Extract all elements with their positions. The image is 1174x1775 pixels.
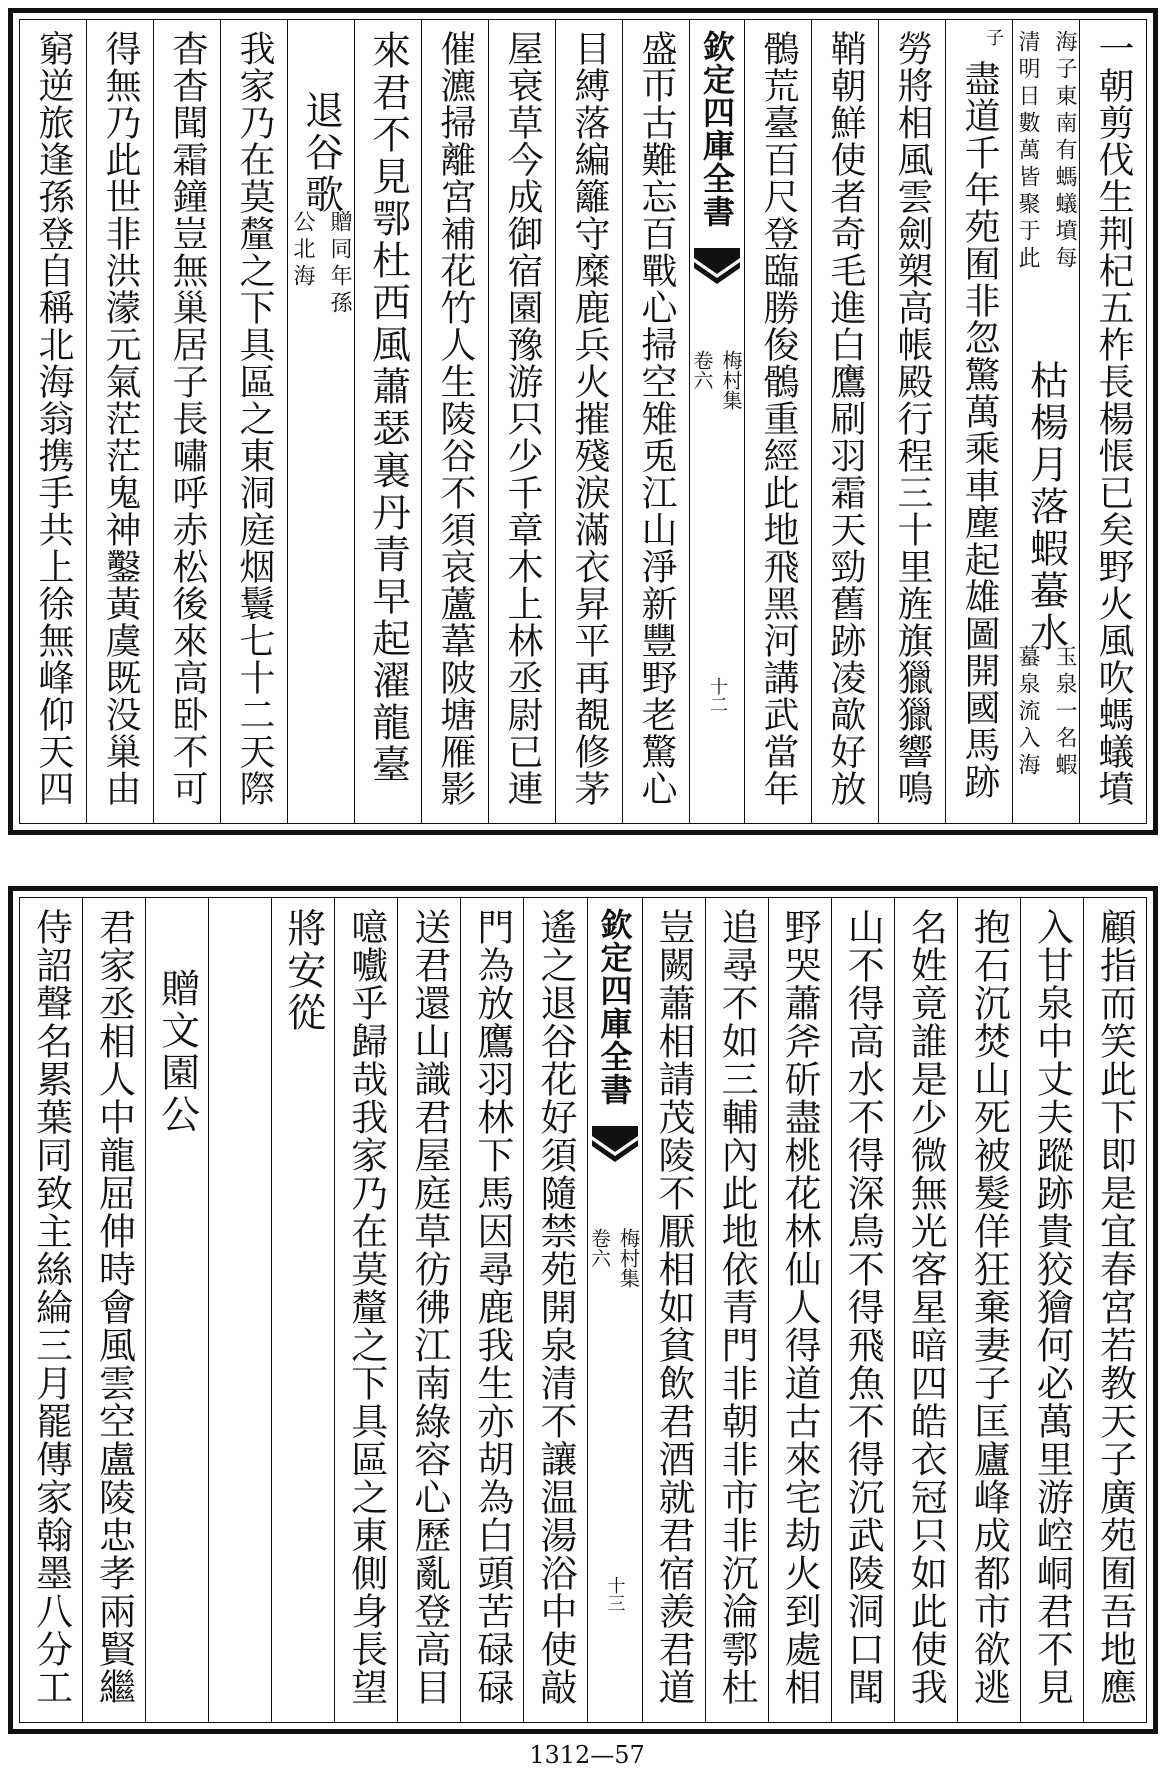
text-column <box>86 20 153 823</box>
spine-volume: 卷六 <box>690 350 714 390</box>
poem-title: 贈文園公 <box>154 968 200 1136</box>
spine-volume: 卷六 <box>587 1228 612 1268</box>
column-text: 野哭蕭斧斫盡桃花林仙人得道古來宅劫火到處相 <box>778 908 822 1706</box>
poem-title-column <box>145 898 208 1722</box>
text-column <box>1083 898 1146 1722</box>
book-spine <box>689 20 744 823</box>
column-text: 送君還山識君屋庭草彷彿江南綠容心歷亂登高目 <box>407 908 451 1706</box>
column-text: 枯楊月落蝦蟇水 <box>1023 360 1069 654</box>
spine-book-title: 梅村集 <box>616 1228 641 1288</box>
column-text: 杳杳聞霜鐘豈無巢居子長嘯呼赤松後來高卧不可 <box>167 30 208 807</box>
column-text: 噫嚱乎歸哉我家乃在莫釐之下具區之東側身長望 <box>344 908 388 1706</box>
text-column <box>153 20 220 823</box>
text-column <box>811 20 878 823</box>
column-text: 豈闕蕭相請茂陵不厭相如貧飲君酒就君宿羨君道 <box>652 908 696 1706</box>
column-text: 追尋不如三輔內此地依青門非朝非市非沉淪鄠杜 <box>715 908 759 1706</box>
annotation-note <box>1012 645 1079 780</box>
text-column <box>421 20 488 823</box>
note-line: 公北海 <box>290 210 315 291</box>
text-column <box>768 898 831 1722</box>
text-column <box>354 20 421 823</box>
text-column <box>1079 20 1146 823</box>
empty-column <box>208 898 271 1722</box>
column-text: 催瀌掃離宮補花竹人生陵谷不須哀蘆葦陂塘雁影 <box>435 30 476 807</box>
spine-book-title: 梅村集 <box>719 350 743 410</box>
column-text: 山不得高水不得深鳥不得飛魚不得沉武陵洞口聞 <box>841 908 885 1706</box>
bottom-page-grid <box>19 897 1147 1723</box>
column-text: 來君不見鄂杜西風蕭瑟裏丹青早起濯龍臺 <box>365 30 411 786</box>
column-text: 得無乃此世非洪濛元氣茫茫鬼神鑿黃虞既没巢由 <box>100 30 141 807</box>
column-text: 遙之退谷花好須隨禁苑開泉清不讓温湯浴中使敲 <box>533 908 577 1706</box>
column-text: 門為放鷹羽林下馬因尋鹿我生亦胡為白頭苦碌碌 <box>470 908 514 1706</box>
note-line: 清明日數萬皆聚于此 <box>1015 30 1040 273</box>
note-prefix: 子 <box>983 28 1004 46</box>
note-line: 海子東南有螞蟻墳每 <box>1052 30 1077 273</box>
text-column <box>220 20 287 823</box>
poem-title-column <box>287 20 354 823</box>
text-column <box>20 20 86 823</box>
text-column <box>523 898 586 1722</box>
spine-page-number: 十二 <box>707 677 728 713</box>
column-text: 鶻荒臺百尺登臨勝俊鶻重經此地飛黑河講武當年 <box>758 30 799 807</box>
text-column <box>20 898 82 1722</box>
fish-tail-icon <box>694 248 740 284</box>
text-column <box>460 898 523 1722</box>
fish-tail-icon <box>592 1126 638 1162</box>
text-column <box>957 898 1020 1722</box>
text-column <box>894 898 957 1722</box>
spine-header: 欽定四庫全書 <box>595 908 634 1106</box>
page-footer-label: 1312—57 <box>529 1741 645 1769</box>
text-column <box>397 898 460 1722</box>
column-text: 盡道千年苑囿非忽驚萬乘車塵起雄圖開國馬跡 <box>959 60 1000 800</box>
column-text: 一朝剪伐生荆杞五柞長楊悵已矣野火風吹螞蟻墳 <box>1093 30 1134 807</box>
column-text: 君家丞相人中龍屈伸時會風雲空盧陵忠孝兩賢繼 <box>92 908 136 1706</box>
text-column <box>622 20 689 823</box>
spine-header: 欽定四庫全書 <box>698 30 736 228</box>
note-line: 玉泉一名蝦 <box>1052 645 1077 780</box>
column-text: 名姓竟誰是少微無光客星暗四皓衣冠只如此使我 <box>904 908 948 1706</box>
column-text: 侍詔聲名累葉同致主絲綸三月罷傳家翰墨八分工 <box>29 908 73 1706</box>
column-text: 抱石沉焚山死被髮佯狂棄妻子匡廬峰成都市欲逃 <box>967 908 1011 1706</box>
column-text: 入甘泉中丈夫蹤跡貴狡獪何必萬里游崆峒君不見 <box>1030 908 1074 1706</box>
book-spine <box>587 898 642 1722</box>
text-column <box>642 898 705 1722</box>
column-text: 盛帀古難忘百戰心掃空雉兎江山淨新豐野老驚心 <box>636 30 677 807</box>
text-column <box>555 20 622 823</box>
column-text: 目縛落編籬守糜鹿兵火摧殘淚滿衣昇平再覩修茅 <box>569 30 610 807</box>
column-text: 勞將相風雲劍槊高帳殿行程三十里旌旗獵獵響鳴 <box>892 30 933 807</box>
column-text: 屋衰草今成御宿園豫游只少千章木上林丞尉已連 <box>502 30 543 807</box>
text-column <box>488 20 555 823</box>
column-text: 鞘朝鮮使者奇毛進白鷹刷羽霜天勁舊跡凌歊好放 <box>825 30 866 807</box>
text-column <box>744 20 811 823</box>
text-column <box>1020 898 1083 1722</box>
column-text: 將安從 <box>280 908 326 1034</box>
annotation-note <box>287 210 354 318</box>
text-column <box>334 898 397 1722</box>
column-text: 窮逆旅逢孫登自稱北海翁携手共上徐無峰仰天四 <box>33 30 74 807</box>
bottom-page <box>8 886 1158 1734</box>
spine-book-info <box>688 350 746 410</box>
text-column <box>878 20 945 823</box>
note-line: 贈同年孫 <box>327 210 352 318</box>
text-column <box>705 898 768 1722</box>
text-column <box>1012 20 1079 823</box>
poem-title: 退谷歌 <box>298 90 344 216</box>
annotation-note <box>1012 30 1079 273</box>
spine-book-info <box>586 1228 644 1288</box>
text-column <box>271 898 334 1722</box>
text-column <box>945 20 1012 823</box>
column-text: 顧指而笑此下即是宜春宮若教天子廣苑囿吾地應 <box>1093 908 1137 1706</box>
text-column <box>82 898 145 1722</box>
column-text: 我家乃在莫釐之下具區之東洞庭烟鬟七十二天際 <box>234 30 275 807</box>
top-page-grid <box>19 19 1147 824</box>
note-line: 蟇泉流入海 <box>1015 645 1040 780</box>
top-page <box>8 8 1158 835</box>
spine-page-number: 十三 <box>604 1576 626 1612</box>
text-column <box>831 898 894 1722</box>
